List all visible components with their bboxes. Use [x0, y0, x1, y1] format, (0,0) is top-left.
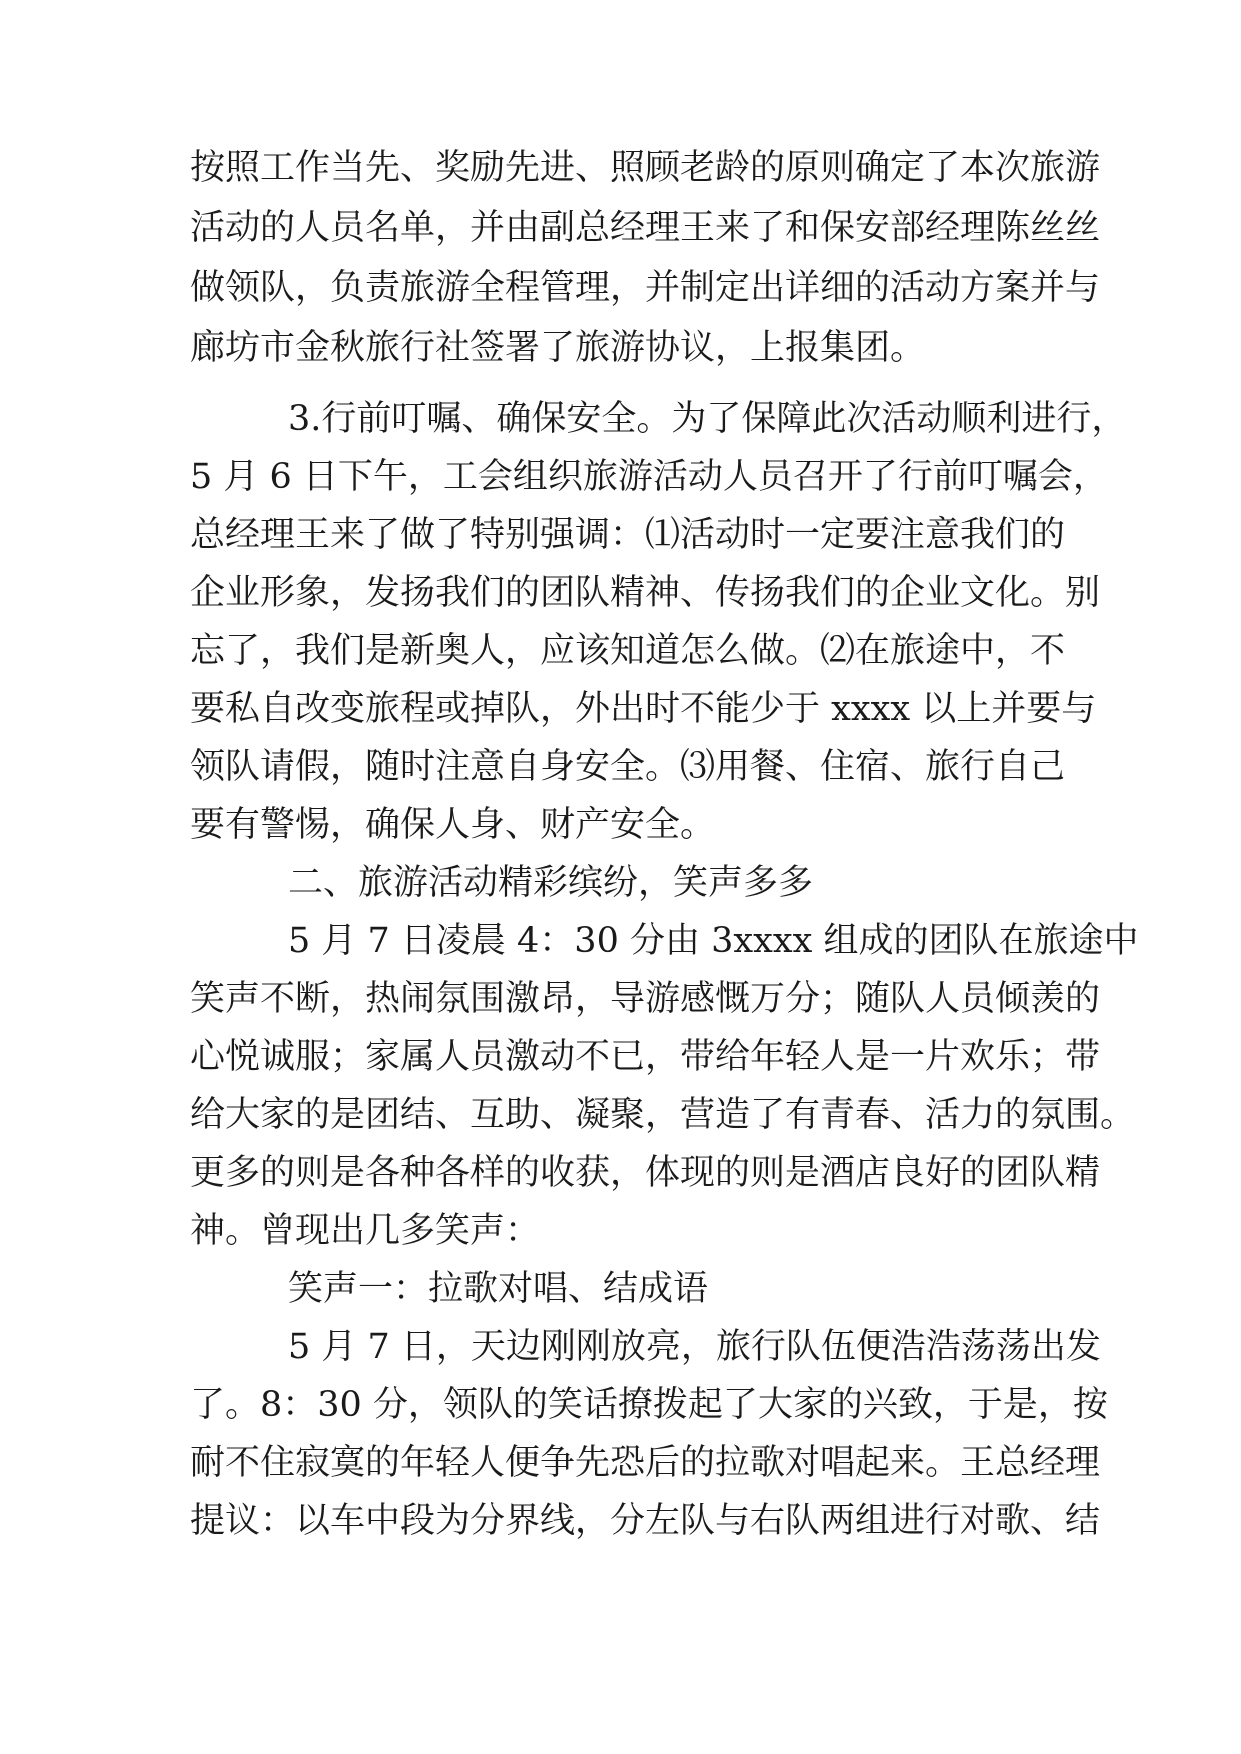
text-line: 企业形象，发扬我们的团队精神、传扬我们的企业文化。别 [190, 573, 1101, 613]
text-line: 要私自改变旅程或掉队，外出时不能少于 xxxx 以上并要与 [190, 689, 1097, 729]
text-line: 按照工作当先、奖励先进、照顾老龄的原则确定了本次旅游 [190, 148, 1101, 188]
text-line: 了。8：30 分，领队的笑话撩拨起了大家的兴致，于是，按 [190, 1385, 1108, 1425]
text-line: 心悦诚服；家属人员激动不已，带给年轻人是一片欢乐；带 [190, 1037, 1101, 1077]
text-line: 活动的人员名单，并由副总经理王来了和保安部经理陈丝丝 [190, 208, 1101, 248]
text-line: 3.行前叮嘱、确保安全。为了保障此次活动顺利进行， [288, 399, 1127, 439]
text-line: 给大家的是团结、互助、凝聚，营造了有青春、活力的氛围。 [190, 1095, 1136, 1135]
text-line: 总经理王来了做了特别强调：⑴活动时一定要注意我们的 [190, 515, 1066, 555]
text-line: 领队请假，随时注意自身安全。⑶用餐、住宿、旅行自己 [190, 747, 1066, 787]
text-line: 忘了，我们是新奥人，应该知道怎么做。⑵在旅途中，不 [190, 631, 1066, 671]
text-line: 5 月 7 日，天边刚刚放亮，旅行队伍便浩浩荡荡出发 [288, 1327, 1101, 1367]
text-line: 5 月 7 日凌晨 4：30 分由 3xxxx 组成的团队在旅途中 [288, 921, 1139, 961]
text-line: 耐不住寂寞的年轻人便争先恐后的拉歌对唱起来。王总经理 [190, 1443, 1101, 1483]
text-line: 要有警惕，确保人身、财产安全。 [190, 805, 716, 845]
text-line: 5 月 6 日下午，工会组织旅游活动人员召开了行前叮嘱会， [190, 457, 1108, 497]
text-line: 笑声不断，热闹氛围激昂，导游感慨万分；随队人员倾羡的 [190, 979, 1101, 1019]
text-line: 廊坊市金秋旅行社签署了旅游协议，上报集团。 [190, 328, 926, 368]
text-line: 做领队，负责旅游全程管理，并制定出详细的活动方案并与 [190, 268, 1101, 308]
text-line: 神。曾现出几多笑声： [190, 1211, 541, 1251]
text-line: 提议：以车中段为分界线，分左队与右队两组进行对歌、结 [190, 1501, 1101, 1541]
section-heading: 二、旅游活动精彩缤纷，笑声多多 [288, 863, 814, 903]
subsection-heading: 笑声一：拉歌对唱、结成语 [288, 1269, 709, 1309]
text-line: 更多的则是各种各样的收获，体现的则是酒店良好的团队精 [190, 1153, 1101, 1193]
